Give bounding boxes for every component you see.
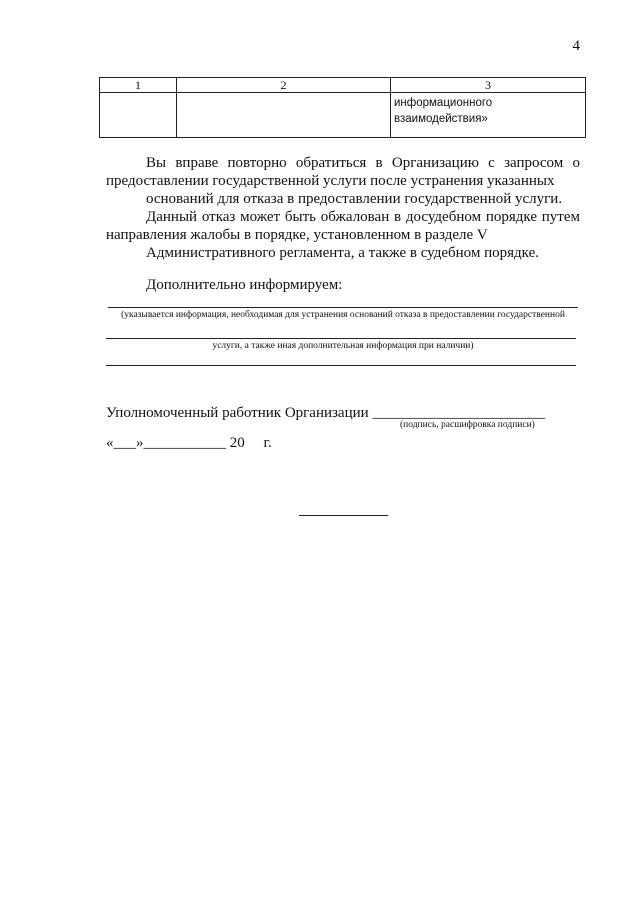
refusal-table [99,77,586,138]
table-cell: информационного взаимодействия» [391,93,586,138]
additional-info-label: Дополнительно информируем: [146,277,343,293]
additional-info-line [106,338,576,339]
additional-info-line [106,365,576,366]
paragraph-text: Вы вправе повторно обратиться в Организацию с запросом о предоставлении государственной услуги после устранения указанных [106,155,580,189]
end-divider [299,515,388,516]
resubmission-paragraph [106,154,580,208]
signature-field: _______________________ [372,405,545,421]
additional-info-line [108,307,578,308]
paragraph-text-last-line: Административного регламента, а также в судебном порядке. [146,245,539,261]
page-number: 4 [572,38,580,54]
table-cell [100,93,177,138]
appeal-paragraph [106,208,580,262]
table-cell [177,93,391,138]
table-header-cell: 2 [177,78,391,93]
date-line: «___»___________ 20 г. [106,435,272,451]
additional-info-caption: (указывается информация, необходимая для устранения оснований отказа в предоставлении государственной [121,310,565,320]
paragraph-text-last-line: оснований для отказа в предоставлении государственной услуги. [146,191,563,207]
paragraph-text: Данный отказ может быть обжалован в досудебном порядке путем направления жалобы в порядке, установленном в разделе V [106,209,580,243]
table-header-row [100,78,586,93]
signature-caption: (подпись, расшифровка подписи) [400,420,535,430]
table-header-cell: 3 [391,78,586,93]
table-row [100,93,586,138]
signer-title: Уполномоченный работник Организации [106,405,369,421]
table-header-cell: 1 [100,78,177,93]
additional-info-caption: услуги, а также иная дополнительная информация при наличии) [212,341,474,351]
